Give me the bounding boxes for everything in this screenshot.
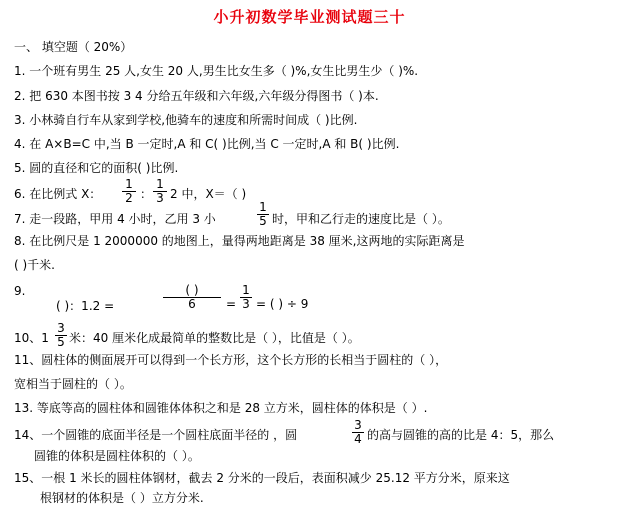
q14-fraction-denominator: 4 xyxy=(354,432,362,446)
q6-fraction-1-numerator: 1 xyxy=(122,178,136,192)
q9-label: 9. xyxy=(14,284,26,298)
q9-fraction-2 xyxy=(240,284,252,311)
q9-fraction-2-denominator: 3 xyxy=(242,297,250,311)
q6-fraction-2 xyxy=(153,178,167,205)
question-11-line-1: 11、圆柱体的侧面展开可以得到一个长方形，这个长方形的长相当于圆柱的（ ）， xyxy=(14,353,448,367)
question-15-line-1: 15、一根 1 米长的圆柱体钢材，截去 2 分米的一段后，表面积减少 25.12 平方分米，原来这 xyxy=(14,471,510,485)
question-4: 4. 在 A×B=C 中,当 B 一定时,A 和 C( )比例,当 C 一定时,A 和 B( )比例. xyxy=(14,137,400,151)
question-5: 5. 圆的直径和它的面积( )比例. xyxy=(14,161,179,175)
question-2: 2. 把 630 本图书按 3 4 分给五年级和六年级,六年级分得图书（ )本. xyxy=(14,89,379,103)
q6-text-b: ： xyxy=(140,187,153,201)
section-heading: 一、 填空题（ 20%） xyxy=(14,40,133,54)
question-14-line-2: 圆锥的体积是圆柱体积的（ ）。 xyxy=(34,449,200,463)
q6-fraction-1-denominator: 2 xyxy=(125,191,133,205)
q9-fraction-1-denominator: 6 xyxy=(188,297,196,311)
q14-text-a: 14、一个圆锥的底面半径是一个圆柱底面半径的 ，圆 xyxy=(14,428,298,442)
q9-equals: = xyxy=(226,297,237,311)
question-3: 3. 小林骑自行车从家到学校,他骑车的速度和所需时间成（ )比例. xyxy=(14,113,358,127)
q14-text-b: 的高与圆锥的高的比是 4：5，那么 xyxy=(367,428,555,442)
q6-text-c: 2 中，X＝（ ) xyxy=(170,187,247,201)
question-1: 1. 一个班有男生 25 人,女生 20 人,男生比女生多（ )%,女生比男生少（ )%. xyxy=(14,64,419,78)
q9-fraction-1 xyxy=(163,284,221,311)
q9-right: = ( ) ÷ 9 xyxy=(256,297,309,311)
q9-fraction-2-numerator: 1 xyxy=(240,284,252,298)
q10-fraction-denominator: 5 xyxy=(57,335,65,349)
q14-fraction xyxy=(352,419,364,446)
q6-fraction-1 xyxy=(122,178,136,205)
q7-fraction-numerator: 1 xyxy=(257,201,269,215)
question-13: 13. 等底等高的圆柱体和圆锥体体积之和是 28 立方米，圆柱体的体积是（ ）. xyxy=(14,401,428,415)
q6-text-a: 6. 在比例式 X： xyxy=(14,187,102,201)
q7-text-b: 时，甲和乙行走的速度比是（ ）。 xyxy=(272,212,450,226)
q10-fraction-numerator: 3 xyxy=(55,322,67,336)
q7-text-a: 7. 走一段路，甲用 4 小时，乙用 3 小 xyxy=(14,212,216,226)
q6-fraction-2-numerator: 1 xyxy=(153,178,167,192)
question-15-line-2: 根钢材的体积是（ ）立方分米. xyxy=(40,491,204,505)
q10-fraction xyxy=(55,322,67,349)
question-8-line-2: ( )千米. xyxy=(14,258,55,272)
q10-text-b: 米：40 厘米化成最简单的整数比是（ ），比值是（ ）。 xyxy=(69,331,360,345)
q6-fraction-2-denominator: 3 xyxy=(156,191,164,205)
q9-fraction-1-numerator: ( ) xyxy=(163,284,221,298)
question-11-line-2: 宽相当于圆柱的（ ）。 xyxy=(14,377,132,391)
q7-fraction-denominator: 5 xyxy=(259,214,267,228)
q9-left: ( )：1.2 = xyxy=(56,299,115,313)
q7-fraction xyxy=(257,201,269,228)
q10-text-a: 10、1 xyxy=(14,331,49,345)
page-title: 小升初数学毕业测试题三十 xyxy=(213,8,406,26)
q14-fraction-numerator: 3 xyxy=(352,419,364,433)
question-8-line-1: 8. 在比例尺是 1 2000000 的地图上，量得两地距离是 38 厘米,这两地的实际距离是 xyxy=(14,234,465,248)
